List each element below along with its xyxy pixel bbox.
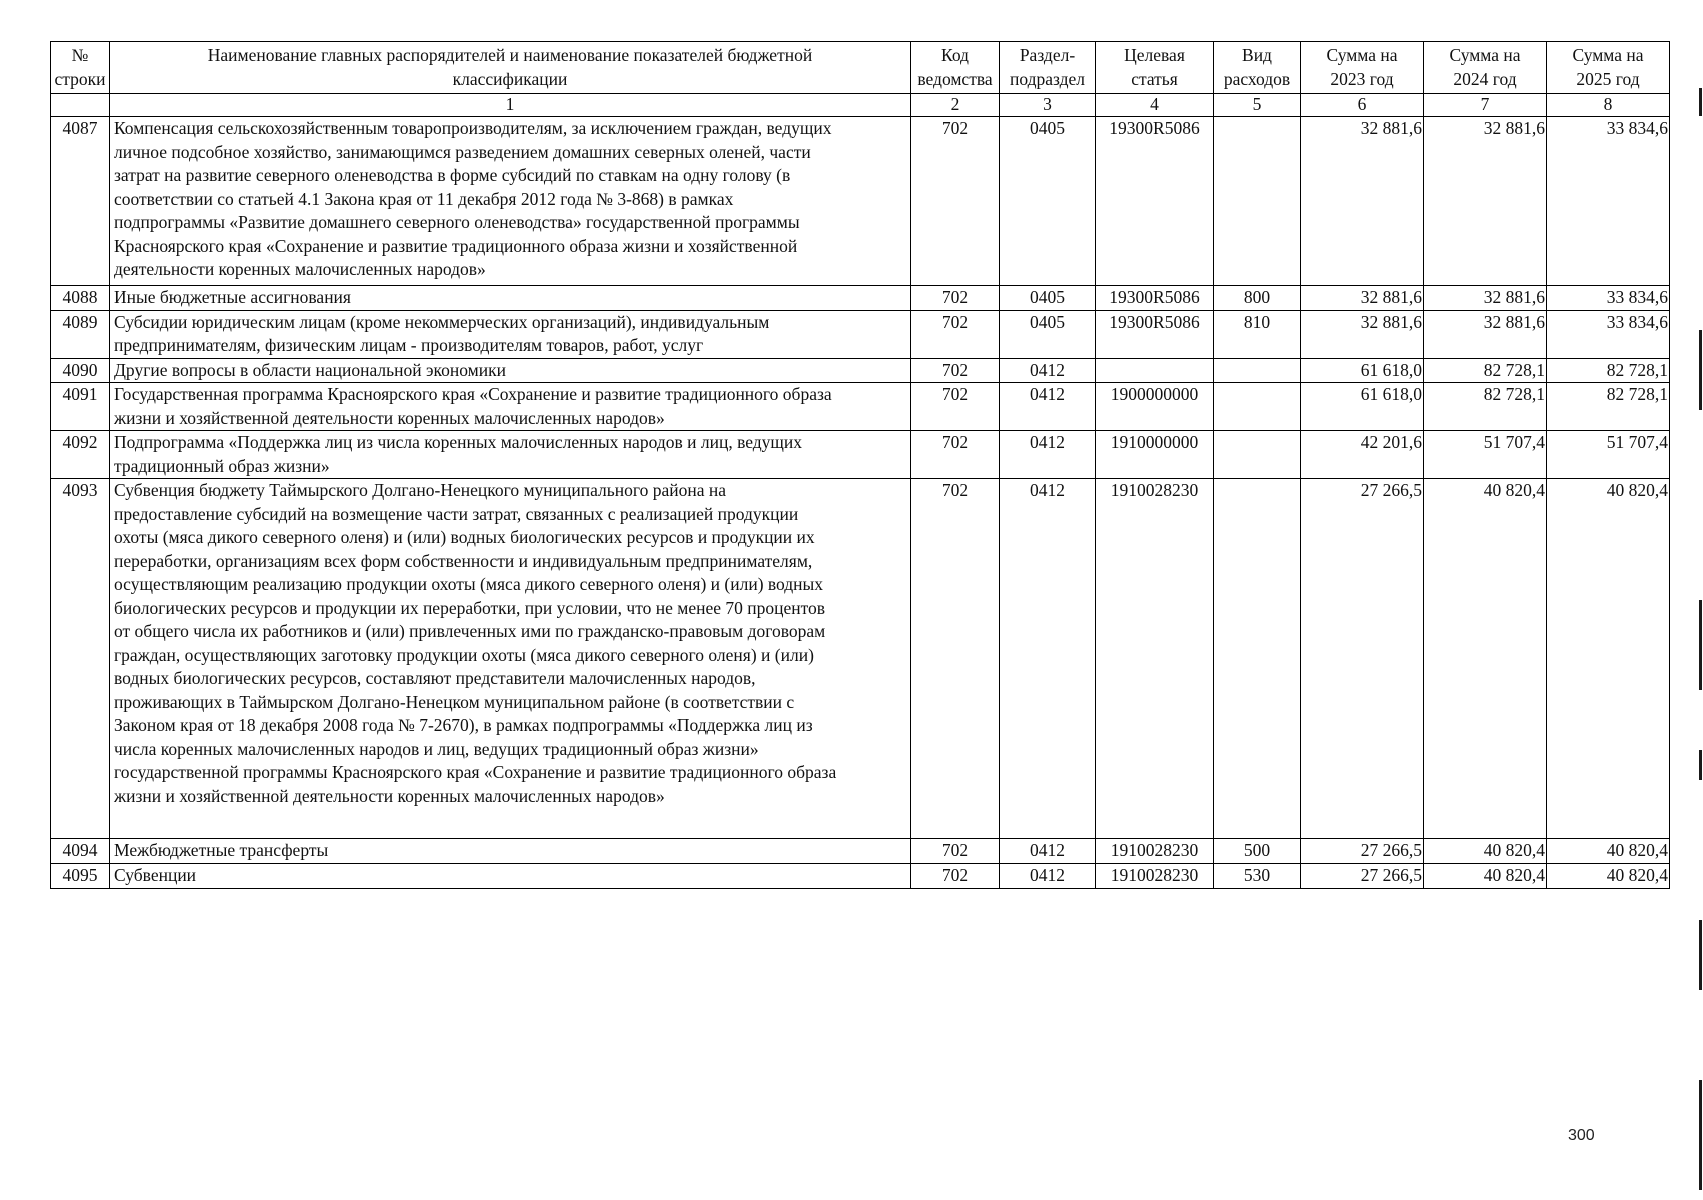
indicator-name-line: Подпрограмма «Поддержка лиц из числа коренных малочисленных народов и лиц, ведущих bbox=[114, 432, 803, 452]
indicator-name-line: проживающих в Таймырском Долгано-Ненецком муниципальном районе (в соответствии с bbox=[114, 691, 795, 712]
header-target-item bbox=[1096, 42, 1214, 94]
indicator-name-line: государственной программы Красноярского края «Сохранение и развитие традиционного образа bbox=[114, 762, 837, 782]
sum-2024-cell: 40 820,4 bbox=[1424, 863, 1547, 888]
expense-type-cell bbox=[1214, 358, 1301, 383]
header-line: Сумма на bbox=[1572, 45, 1644, 65]
indicator-name-line: Компенсация сельскохозяйственным товаропроизводителям, за исключением граждан, ведущих bbox=[114, 118, 832, 138]
column-number-cell: 6 bbox=[1301, 94, 1424, 117]
row-number-cell: 4087 bbox=[51, 117, 110, 286]
sum-2023-cell: 27 266,5 bbox=[1301, 479, 1424, 839]
indicator-name-line: жизни и хозяйственной деятельности коренных малочисленных народов» bbox=[114, 407, 665, 428]
indicator-name-cell bbox=[110, 117, 911, 286]
section-code-cell: 0405 bbox=[1000, 286, 1096, 311]
indicator-name-line: граждан, осуществляющих заготовку продукции охоты (мяса дикого северного оленя) и (или) bbox=[114, 644, 814, 665]
sum-2024-cell: 32 881,6 bbox=[1424, 117, 1547, 286]
expense-type-cell bbox=[1214, 117, 1301, 286]
target-item-cell: 1910000000 bbox=[1096, 431, 1214, 479]
sum-2023-cell: 61 618,0 bbox=[1301, 383, 1424, 431]
dept-code-cell: 702 bbox=[911, 286, 1000, 311]
indicator-name-line: традиционный образ жизни» bbox=[114, 455, 330, 476]
header-row-number bbox=[51, 42, 110, 94]
indicator-name-line: осуществляющим реализацию продукции охоты (мяса дикого северного оленя) и (или) водных bbox=[114, 574, 824, 594]
sum-2023-cell: 42 201,6 bbox=[1301, 431, 1424, 479]
sum-2023-cell: 32 881,6 bbox=[1301, 310, 1424, 358]
sum-2023-cell: 27 266,5 bbox=[1301, 839, 1424, 864]
header-expense-type bbox=[1214, 42, 1301, 94]
table-body bbox=[51, 117, 1670, 889]
dept-code-cell: 702 bbox=[911, 863, 1000, 888]
indicator-name-line: Государственная программа Красноярского края «Сохранение и развитие традиционного образа bbox=[114, 384, 832, 404]
sum-2025-cell: 40 820,4 bbox=[1547, 479, 1670, 839]
indicator-name-cell bbox=[110, 383, 911, 431]
scan-edge-mark bbox=[1699, 88, 1702, 116]
sum-2025-cell: 51 707,4 bbox=[1547, 431, 1670, 479]
indicator-name-line: биологических ресурсов и продукции их переработки, при условии, что не менее 70 процентов bbox=[114, 597, 826, 618]
column-number-cell: 5 bbox=[1214, 94, 1301, 117]
expense-type-cell: 800 bbox=[1214, 286, 1301, 311]
indicator-name-line: числа коренных малочисленных народов и лиц, ведущих традиционный образ жизни» bbox=[114, 738, 759, 759]
row-number-cell: 4092 bbox=[51, 431, 110, 479]
indicator-name-line: переработки, организациям всех форм собственности и индивидуальным предпринимателям, bbox=[114, 550, 813, 571]
scan-edge-mark bbox=[1699, 1080, 1702, 1190]
table-row bbox=[51, 117, 1670, 286]
indicator-name-line: Субвенции bbox=[114, 864, 197, 885]
indicator-name-line: Субсидии юридическим лицам (кроме некоммерческих организаций), индивидуальным bbox=[114, 311, 770, 332]
indicator-name-line: Межбюджетные трансферты bbox=[114, 840, 329, 860]
section-code-cell: 0412 bbox=[1000, 383, 1096, 431]
row-number-cell: 4094 bbox=[51, 839, 110, 864]
indicator-name-line: Другие вопросы в области национальной экономики bbox=[114, 359, 506, 380]
header-line: Сумма на bbox=[1326, 45, 1398, 65]
header-sum-2023 bbox=[1301, 42, 1424, 94]
dept-code-cell: 702 bbox=[911, 310, 1000, 358]
header-line: расходов bbox=[1223, 68, 1291, 89]
row-number-cell: 4089 bbox=[51, 310, 110, 358]
section-code-cell: 0412 bbox=[1000, 863, 1096, 888]
sum-2025-cell: 33 834,6 bbox=[1547, 310, 1670, 358]
scan-edge-mark bbox=[1699, 330, 1702, 410]
header-line: Вид bbox=[1242, 45, 1272, 65]
row-number-cell: 4093 bbox=[51, 479, 110, 839]
dept-code-cell: 702 bbox=[911, 358, 1000, 383]
target-item-cell bbox=[1096, 358, 1214, 383]
table-row bbox=[51, 310, 1670, 358]
column-number-cell: 7 bbox=[1424, 94, 1547, 117]
target-item-cell: 1900000000 bbox=[1096, 383, 1214, 431]
indicator-name-line: охоты (мяса дикого северного оленя) и (или) водных биологических ресурсов и продукции их bbox=[114, 527, 815, 547]
header-line: ведомства bbox=[917, 68, 993, 89]
sum-2024-cell: 82 728,1 bbox=[1424, 358, 1547, 383]
sum-2025-cell: 40 820,4 bbox=[1547, 839, 1670, 864]
dept-code-cell: 702 bbox=[911, 117, 1000, 286]
dept-code-cell: 702 bbox=[911, 383, 1000, 431]
indicator-name-line: жизни и хозяйственной деятельности коренных малочисленных народов» bbox=[114, 785, 665, 806]
indicator-name-cell bbox=[110, 479, 911, 839]
indicator-name-line: Законом края от 18 декабря 2008 года № 7-2670), в рамках подпрограммы «Поддержка лиц из bbox=[114, 715, 813, 735]
sum-2024-cell: 40 820,4 bbox=[1424, 479, 1547, 839]
row-number-cell: 4090 bbox=[51, 358, 110, 383]
header-name bbox=[110, 42, 911, 94]
expense-type-cell bbox=[1214, 383, 1301, 431]
target-item-cell: 19300R5086 bbox=[1096, 310, 1214, 358]
sum-2025-cell: 33 834,6 bbox=[1547, 286, 1670, 311]
indicator-name-cell bbox=[110, 310, 911, 358]
section-code-cell: 0412 bbox=[1000, 358, 1096, 383]
indicator-name-cell bbox=[110, 431, 911, 479]
section-code-cell: 0412 bbox=[1000, 431, 1096, 479]
table-row bbox=[51, 863, 1670, 888]
column-number-cell: 4 bbox=[1096, 94, 1214, 117]
sum-2024-cell: 51 707,4 bbox=[1424, 431, 1547, 479]
sum-2024-cell: 82 728,1 bbox=[1424, 383, 1547, 431]
sum-2023-cell: 32 881,6 bbox=[1301, 286, 1424, 311]
indicator-name-cell bbox=[110, 839, 911, 864]
target-item-cell: 19300R5086 bbox=[1096, 286, 1214, 311]
indicator-name-line: предоставление субсидий на возмещение части затрат, связанных с реализацией продукции bbox=[114, 503, 799, 524]
scan-edge-mark bbox=[1699, 600, 1702, 690]
indicator-name-line: подпрограммы «Развитие домашнего северного оленеводства» государственной программы bbox=[114, 212, 800, 232]
header-line: строки bbox=[54, 68, 106, 89]
indicator-name-cell bbox=[110, 358, 911, 383]
sum-2025-cell: 82 728,1 bbox=[1547, 358, 1670, 383]
indicator-name-line: Субвенция бюджету Таймырского Долгано-Ненецкого муниципального района на bbox=[114, 480, 726, 500]
header-line: подраздел bbox=[1009, 68, 1086, 89]
table-row bbox=[51, 358, 1670, 383]
page-number: 300 bbox=[1568, 1127, 1595, 1144]
sum-2025-cell: 40 820,4 bbox=[1547, 863, 1670, 888]
header-line: № bbox=[71, 45, 89, 65]
indicator-name-line: Иные бюджетные ассигнования bbox=[114, 287, 351, 307]
header-line: Наименование главных распорядителей и наименование показателей бюджетной bbox=[207, 45, 813, 65]
sum-2025-cell: 33 834,6 bbox=[1547, 117, 1670, 286]
section-code-cell: 0405 bbox=[1000, 117, 1096, 286]
section-code-cell: 0412 bbox=[1000, 479, 1096, 839]
expense-type-cell: 500 bbox=[1214, 839, 1301, 864]
indicator-name-line: предпринимателям, физическим лицам - производителям товаров, работ, услуг bbox=[114, 335, 704, 355]
row-number-cell: 4095 bbox=[51, 863, 110, 888]
sum-2025-cell: 82 728,1 bbox=[1547, 383, 1670, 431]
table-row bbox=[51, 431, 1670, 479]
table-header bbox=[51, 42, 1670, 117]
table-row bbox=[51, 286, 1670, 311]
indicator-name-line: Красноярского края «Сохранение и развитие традиционного образа жизни и хозяйственной bbox=[114, 235, 798, 256]
expense-type-cell bbox=[1214, 479, 1301, 839]
scan-edge-mark bbox=[1699, 920, 1702, 990]
sum-2023-cell: 32 881,6 bbox=[1301, 117, 1424, 286]
header-line: 2023 год bbox=[1330, 68, 1394, 89]
target-item-cell: 19300R5086 bbox=[1096, 117, 1214, 286]
scan-edge-mark bbox=[1699, 750, 1702, 780]
expense-type-cell: 810 bbox=[1214, 310, 1301, 358]
header-row bbox=[51, 42, 1670, 94]
expense-type-cell: 530 bbox=[1214, 863, 1301, 888]
indicator-name-cell bbox=[110, 863, 911, 888]
column-number-cell bbox=[51, 94, 110, 117]
sum-2023-cell: 61 618,0 bbox=[1301, 358, 1424, 383]
section-code-cell: 0412 bbox=[1000, 839, 1096, 864]
header-line: 2025 год bbox=[1576, 68, 1640, 89]
header-line: 2024 год bbox=[1453, 68, 1517, 89]
header-line: статья bbox=[1131, 68, 1178, 89]
row-number-cell: 4091 bbox=[51, 383, 110, 431]
column-number-cell: 3 bbox=[1000, 94, 1096, 117]
table-row bbox=[51, 839, 1670, 864]
indicator-name-cell bbox=[110, 286, 911, 311]
dept-code-cell: 702 bbox=[911, 479, 1000, 839]
header-sum-2024 bbox=[1424, 42, 1547, 94]
header-line: классификации bbox=[452, 68, 568, 89]
column-number-row bbox=[51, 94, 1670, 117]
header-section bbox=[1000, 42, 1096, 94]
column-number-cell: 8 bbox=[1547, 94, 1670, 117]
indicator-name-line: затрат на развитие северного оленеводства в форме субсидий по ставкам на одну голову (в bbox=[114, 165, 791, 185]
sum-2024-cell: 32 881,6 bbox=[1424, 286, 1547, 311]
indicator-name-line: от общего числа их работников и (или) привлеченных ими по гражданско-правовым договорам bbox=[114, 621, 826, 641]
header-line: Раздел- bbox=[1019, 45, 1076, 65]
sum-2024-cell: 40 820,4 bbox=[1424, 839, 1547, 864]
dept-code-cell: 702 bbox=[911, 431, 1000, 479]
column-number-cell: 1 bbox=[110, 94, 911, 117]
header-line: Целевая bbox=[1124, 45, 1185, 65]
expense-type-cell bbox=[1214, 431, 1301, 479]
column-number-cell: 2 bbox=[911, 94, 1000, 117]
target-item-cell: 1910028230 bbox=[1096, 479, 1214, 839]
dept-code-cell: 702 bbox=[911, 839, 1000, 864]
header-line: Код bbox=[941, 45, 969, 65]
target-item-cell: 1910028230 bbox=[1096, 863, 1214, 888]
indicator-name-line: деятельности коренных малочисленных народов» bbox=[114, 259, 486, 279]
table-row bbox=[51, 479, 1670, 839]
header-line: Сумма на bbox=[1449, 45, 1521, 65]
budget-table bbox=[50, 41, 1670, 889]
header-sum-2025 bbox=[1547, 42, 1670, 94]
row-number-cell: 4088 bbox=[51, 286, 110, 311]
sum-2023-cell: 27 266,5 bbox=[1301, 863, 1424, 888]
table-row bbox=[51, 383, 1670, 431]
indicator-name-line: соответствии со статьей 4.1 Закона края от 11 декабря 2012 года № 3-868) в рамках bbox=[114, 188, 734, 209]
indicator-name-line: личное подсобное хозяйство, занимающимся разведением домашних северных оленей, части bbox=[114, 141, 811, 162]
indicator-name-line: водных биологических ресурсов, составляют представители малочисленных народов, bbox=[114, 668, 756, 688]
target-item-cell: 1910028230 bbox=[1096, 839, 1214, 864]
section-code-cell: 0405 bbox=[1000, 310, 1096, 358]
header-dept-code bbox=[911, 42, 1000, 94]
sum-2024-cell: 32 881,6 bbox=[1424, 310, 1547, 358]
